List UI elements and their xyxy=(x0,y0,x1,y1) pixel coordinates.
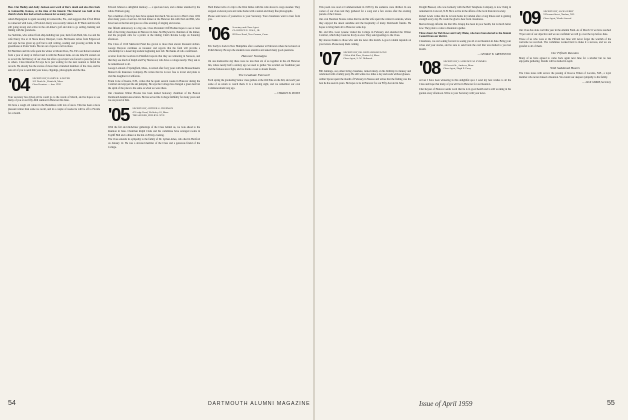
paragraph: Chet Keyser of Hanover sends word that he is in good health and is still working in his garden every afternoon. Write to your Secretary with your news. xyxy=(419,87,511,95)
paragraph: Dwight Blessed, who was formerly with the Bell Telephone Company, is now living in retirement in Concord, N.H. He is active in the affairs of the local historical society. xyxy=(419,6,511,13)
page-number: 54 xyxy=(8,400,16,407)
section-heading: With Saddened Hearts xyxy=(550,66,580,71)
class-heading-06 xyxy=(208,25,300,43)
class-year: '04 xyxy=(8,74,30,95)
paragraph: Merton Knapp informs me that Mrs. Knapp has been in poor health, but is much better now. They plan to come to Reunion together. xyxy=(419,23,511,30)
paragraph: Your secretary has driven all he could go to the wards of March, and he hopes to see many of you at our fifty-fifth reunion in Hanover this June. xyxy=(8,95,100,103)
class-secretary-block xyxy=(443,59,486,70)
paragraph: Those of us who were at the Fiftieth last June will never forget the warmth of the welcome we received. The committee worked hard to make it a success, and we are grateful to all of them. xyxy=(519,37,611,48)
class-note: Class Reunion — June 1959 xyxy=(32,83,61,87)
class-secretary-block xyxy=(32,76,70,87)
left-column-2 xyxy=(108,6,200,390)
paragraph: My sincere thanks to those who sent me news this month. A good column depends on your letters. Please keep them coming. xyxy=(319,39,411,46)
paragraph: We have a tough old winter in the Berkshires with lots of snow. This has been a more pleasant winter than some we recall, and in a couple of weeks he will be off to Florida for a month. xyxy=(8,104,100,115)
paragraph: Please send news of yourselves to your Secretary. Your classmates want to hear from you. xyxy=(208,14,300,22)
secretary-address: 13 Everett St., Andover, Mass. xyxy=(443,63,474,67)
class-year: '08 xyxy=(419,58,441,79)
paragraph: Our own Sherman Nourse writes that he and his wife spent the winter in Arizona, where they enjoyed the desert sunshine and the hospitality of many Dartmouth friends. He hopes to bring them all to Hanover some day. xyxy=(319,18,411,29)
class-heading-04 xyxy=(8,76,100,94)
left-column-1 xyxy=(8,6,100,390)
secretary-name: SECRETARY, DR. RICHARDSON LOVE xyxy=(343,50,387,54)
paragraph: Our classmate Walter Brooks has been named honorary chairman of the Boston Dartmouth Alumni Association. He has served the College faithfully for many years and we are proud of him. xyxy=(108,92,200,103)
paragraph: Many of us have agreed to come back again next June for a smaller but no less enjoyable gathering. Details will be mailed in April. xyxy=(519,56,611,64)
paragraph: Ed Harriman and his wife spent the winter at Mount Dora, Fla. Ed's son Robert returned from a year of study at Oxford and is with the Boston bank. At one time Ed started out to record the full history of our class but after a good start was forced to pass the job on to others. Class historian Ed says he is just waiting for the next reunion to finish his records. He already has the stories of more than a hundred members of the class, and he asks all of you to send him your notes, clippings, photographs and the like. xyxy=(8,50,100,72)
secretary-title: Secretary and Class Agent xyxy=(232,26,259,29)
section-heading: The Graduate Farewell xyxy=(238,73,270,78)
secretary-address: 102 North St., Pittsfield, Mass. xyxy=(32,79,64,83)
paragraph: This poem was read at Commencement in 1958 by the audience were thrilled. In one corner of our class tent they gathered for a song and a few stories after the evening parade of the Classes. xyxy=(319,6,411,17)
paragraph: Three cheers for Bob Rowe and Carly Blake, who have been elected to the Alumni Council from our district. xyxy=(419,31,511,39)
paragraph: Joe Stebbins, who retired from ship-building last year, hails from Bath, Me. Joe and his wife Nancy live at 12 Shore Road, Westport, Conn. Hal Keene writes from Edgewood and says he has given up golf but is still writing, reading and growing orchids in his greenhouse at Ponte Vedra. He ran out of space to tell us more. xyxy=(8,34,100,49)
class-agent: Class Agent, L. W. Holbrook xyxy=(343,57,373,61)
paragraph: Classmates, we are looking forward to seeing you all at our Reunion in June. Bring your wives and your stories, and be sure to send back the card that was mailed to you last month. xyxy=(419,40,511,51)
class-heading-09 xyxy=(519,9,611,27)
secretary-address: 47 Ledge Road, Wellesley 81, Mass. xyxy=(132,110,169,114)
paragraph: Eric Kelly is back in New Hampshire after a semester at Princeton where he lectured on Polish history. He says the students were attentive and asked many good questions. xyxy=(208,45,300,52)
paragraph: Our fiftieth anniversary is a big one. Class President Cliff Bodine hopes to see at least half of the living classmates in Hanover in June. Sid Hayward is chairman of the dinner, and the program calls for a picnic at the Outing Club's Ravine Lodge on Saturday afternoon. xyxy=(108,26,200,41)
left-page-running-title xyxy=(208,400,310,408)
paragraph: On one memorable day there were no less than six of us together in the old Hanover Inn, where nearly half a century ago we used to gather. We recalled our freshman year and the famous snow fight, and we drank a toast to absent friends. xyxy=(208,60,300,71)
section-heading: Our Fiftieth Reunion xyxy=(551,50,579,55)
paragraph: The Class extends its sympathy to the family of Dr. Lyman Ames, who died in Hartford on January 12. He was a devoted member of the Class and a generous friend of the College. xyxy=(108,138,200,149)
class-year: '05 xyxy=(108,105,130,126)
class-secretary-block xyxy=(343,50,386,61)
class-year: '07 xyxy=(319,48,341,69)
paragraph: Adam Bergengren is again sweating in Gainesville, Fla., and suggests that if Ted Milan is connected with Lane, of Florida Liberty was recently visited. At 87 Buck and his wife still going strong and active in the old-timer's golf and able to go sailing, hunting and fishing with his grandsons. xyxy=(8,18,100,33)
class-heading-08 xyxy=(419,59,511,77)
paragraph: Edward Johnson a delightful memory — a spacious lawn, and a dinner attended by the whole Thirteen gang. xyxy=(108,6,200,13)
signature: — CHARLES B. MOSES xyxy=(274,91,300,95)
treasurer-name: TREASURER, PHILIP B. NYE xyxy=(132,114,165,117)
class-agent: Class Agent, Hugh E. Parry xyxy=(443,67,471,71)
secretary-name: SECRETARY, ARTHUR G. FREEMAN xyxy=(132,107,174,111)
paragraph: The Class notes with sorrow the passing of Roscoe Tilden of Laconia, N.H., a loyal member who never missed a Reunion. We extend our deepest sympathy to his family. xyxy=(519,71,611,79)
right-page xyxy=(315,0,628,420)
paragraph: Our Class has done well this year in the Alumni Fund. As of March 31 we have reached 78 per cent of our objective and we are confident we will go over the top before June. xyxy=(519,29,611,36)
paragraph: Hon. Clat Hadley and Andy Jackson sent word of Rex's death and also flew back to Gainesville, Kansas, at the time of the funeral. The funeral was held at the church where Rex had served as deacon for so many years. xyxy=(8,6,100,17)
right-page-issue-line xyxy=(419,400,472,409)
left-page-footer xyxy=(8,400,16,408)
signature: — JACK GERRY, Secretary xyxy=(582,80,611,84)
paragraph: Herb Parker tells of a trip to the West Indies with his wife aboard a cargo steamer. They stopped at eleven ports and came home with a suntan and many fine photographs. xyxy=(208,6,300,13)
right-page-footer xyxy=(607,400,615,408)
secretary-address: 9 Pleasant Street, Nashua, N.H. xyxy=(543,13,575,17)
class-heading-07 xyxy=(319,50,411,68)
paragraph: With the fall and midwinter gatherings of the Class behind us, we look ahead to the Reunion in June. Chairman Ralph Clark and his committee have arranged rooms in Topliff Hall and a dinner at the Inn on Friday evening. xyxy=(108,126,200,137)
secretary-name: SECRETARY, LAURENCE M. SYMMES xyxy=(443,60,487,64)
paragraph: George Lomond of Springfield, Mass., is retired after forty years with the Massachusetts Mutual Life Insurance Company. He writes that he is now free to travel and plans to visit his daughter in California. xyxy=(108,67,200,78)
class-year: '06 xyxy=(208,24,230,44)
paragraph: Arthur Sprout spent the month of February in Nassau and writes that the fishing was the best he has seen in years. He hopes to be in Hanover for our Fifty-Second in June. xyxy=(319,78,411,85)
class-secretary-block xyxy=(232,25,268,36)
right-column-3 xyxy=(519,6,611,390)
paragraph: A letter from the Gordons in Plainfield reports that they are wintering in Sarasota, and that they see much of Ralph and Fay Sherwood, who have a cottage nearby. They ask to be remembered to all. xyxy=(108,55,200,66)
paragraph: Mr. and Mrs. Leon Greene visited the College in February and attended the Winter Carnival, which they found as lively as ever. They send greetings to the Class. xyxy=(319,30,411,38)
paragraph: Frank Cone of Keene, N.H., writes that he spent several weeks in Hanover during the Carnival and enjoyed the ski jumping. He says the College has changed a great deal but the spirit of the place is the same as when we were there. xyxy=(108,79,200,91)
paragraph: Each spring the graduating Senior class gathers at the Old Pine on the hill, and each year some of us return to watch them. It is a moving sight, and we remember our own Commencement long ago. xyxy=(208,79,300,90)
secretary-name: SECRETARY, HARRY K. SAWYER xyxy=(32,76,71,80)
class-secretary-block xyxy=(543,9,575,20)
issue-date: Issue of April 1959 xyxy=(419,400,473,408)
secretary-name: SECRETARY, JACK GERRY xyxy=(543,10,574,13)
secretary-address: 2 West 45th Place, Boston 14, Mass. xyxy=(343,54,380,57)
class-heading-05 xyxy=(108,106,200,124)
paragraph: Not a member of the boys here have spoken that much. We are now to Burt's class 1932 after many years of service. We had dinner at the Hanover Inn with Ned and Bill, who have been at the Inn and gave us a fine evening of singing and stories. xyxy=(108,14,200,25)
right-column-1 xyxy=(319,6,411,390)
right-column-2 xyxy=(419,6,511,390)
paragraph: The Class of 1910 Memorial Fund has grown to more than eleven thousand dollars. George Dawson continues as treasurer and reports that the fund will provide a scholarship for a deserving student beginning next fall. He thanks all who contributed. xyxy=(108,42,200,54)
section-heading: Hanover Nostalgia xyxy=(241,54,267,59)
secretary-address: 89 River Road, New Canaan, Conn. xyxy=(232,32,269,36)
class-year: '09 xyxy=(519,8,541,28)
left-column-3 xyxy=(208,6,300,390)
paragraph: At last I have been wintering in this delightful spot. I send my best wishes to all the Class and hope that many of you will be in Hanover for our Reunion. xyxy=(419,79,511,87)
secretary-name: CLARENCE E. HALL, JR. xyxy=(232,29,261,33)
paragraph: Bill Jennings, our oldest living classmate, turned ninety on his birthday in January and celebrated with a family party. He still walks two miles a day and reads without glasses. xyxy=(319,69,411,77)
left-page xyxy=(0,0,313,420)
class-agent: Class Agent, Worth Atwood xyxy=(543,16,572,20)
paragraph: Robert Lewis writes that he is back home in Camden after a long illness and is gaining strength every day. He would be glad to hear from classmates. xyxy=(419,14,511,22)
class-secretary-block xyxy=(132,106,173,117)
magazine-title: DARTMOUTH ALUMNI MAGAZINE xyxy=(208,401,311,407)
signature: — GEORGE W. GREENWOOD xyxy=(477,52,511,56)
page-number: 55 xyxy=(607,400,615,407)
